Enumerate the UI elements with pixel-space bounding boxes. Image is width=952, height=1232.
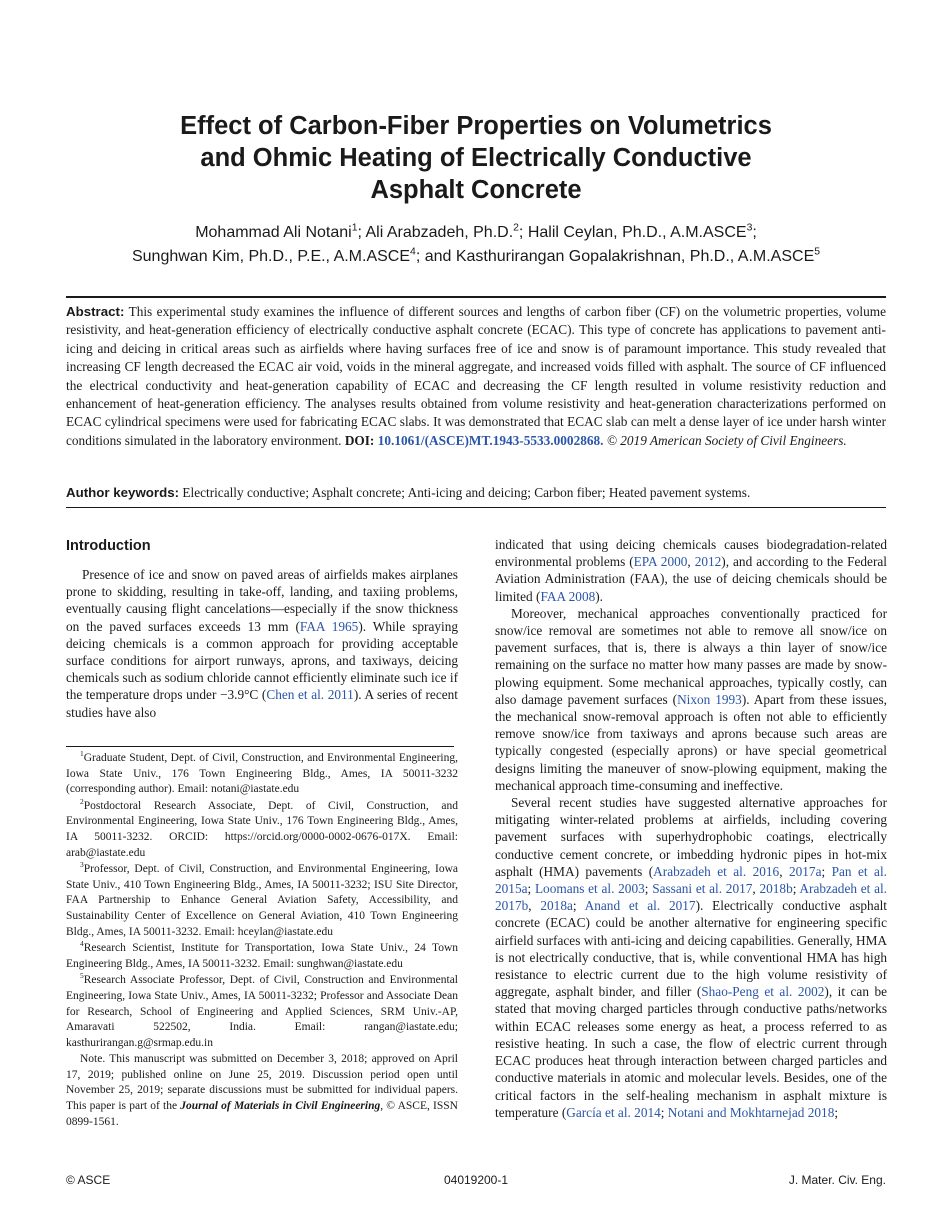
journal-name: Journal of Materials in Civil Engineering bbox=[180, 1100, 381, 1113]
doi-label: DOI: bbox=[344, 432, 375, 448]
abstract-text: This experimental study examines the influence of different sources and lengths of carbon fiber (CF) on the volumetric properties, volume resistivity, and heat-generation efficiency of electrically conductive asphalt concrete (ECAC). This type of concrete has applications to pavement anti-icing and deicing in critical areas such as airfields where having surfaces free of ice and snow is of paramount importance. This study revealed that increasing CF length decreased the ECAC air void, voids in the mineral aggregate, and increased voids filled with asphalt. The source of CF influenced the electrical conductivity and heat-generation capability of ECAC and decreasing the CF length resulted in volume resistivity reduction and enhancement of heat-generation efficiency. The analyses results obtained from volume resistivity and heat-generation characterizations performed on ECAC cylindrical specimens were used for fabricating ECAC slabs. It was demonstrated that ECAC slab can melt a dense layer of ice under harsh winter conditions simulated in the laboratory environment. bbox=[66, 304, 886, 448]
author-list bbox=[66, 221, 886, 269]
section-heading: Introduction bbox=[66, 538, 151, 554]
citation-link[interactable]: 2012 bbox=[694, 554, 722, 570]
author-affiliation-mark: 4 bbox=[410, 246, 416, 258]
footer-publisher: © ASCE bbox=[66, 1173, 111, 1187]
paper-title bbox=[66, 110, 886, 206]
citation-link[interactable]: Nixon 1993 bbox=[677, 691, 742, 707]
citation-link[interactable]: Loomans et al. 2003 bbox=[534, 881, 645, 897]
citation-link[interactable]: 2018b bbox=[759, 881, 793, 897]
citation-link[interactable]: Notani and Mokhtarnejad 2018 bbox=[667, 1104, 835, 1120]
title-line: Asphalt Concrete bbox=[370, 176, 582, 204]
citation-link[interactable]: Anand et al. 2017 bbox=[584, 898, 696, 914]
author-keywords bbox=[66, 484, 886, 502]
footnote: $^5$Research Associate Professor, Dept. of Civil, Construction and Environmental Engineering, Iowa State Univ., Ames, IA 50011-3232; Professor and Associate Dean for Research, School of Engineering and Applied Sciences, SRM Univ.-AP, Amaravati 522502, India. Email: rangan@iastate.edu; kasthurirangan.g@srmap.edu.in bbox=[66, 971, 458, 1049]
citation-link[interactable]: 2017a bbox=[788, 863, 822, 879]
abstract-top-rule bbox=[66, 296, 886, 298]
keywords-bottom-rule bbox=[66, 507, 886, 508]
author-name: Ali Arabzadeh, Ph.D. bbox=[365, 224, 514, 241]
footer-article-number: 04019200-1 bbox=[443, 1173, 509, 1187]
citation-link[interactable]: FAA 1965 bbox=[299, 618, 359, 634]
author-affiliation-mark: 1 bbox=[351, 222, 358, 234]
citation-link[interactable]: García et al. 2014 bbox=[566, 1104, 661, 1120]
citation-link[interactable]: Arabzadeh et al. 2016 bbox=[653, 863, 780, 879]
right-column bbox=[495, 536, 887, 1121]
paragraph: indicated that using deicing chemicals causes biodegradation-related environmental problems (EPA 2000, 2012), and according to the Federal Aviation Administration (FAA), the use of deicing chemicals should be limited (FAA 2008). bbox=[495, 537, 887, 604]
citation-link[interactable]: Pan et al. 2015a bbox=[495, 863, 887, 897]
author-name: Kasthurirangan Gopalakrishnan, Ph.D., A.M.ASCE bbox=[455, 248, 815, 265]
title-line: and Ohmic Heating of Electrically Conductive bbox=[200, 144, 752, 172]
citation-link[interactable]: Sassani et al. 2017 bbox=[652, 881, 753, 897]
author-line: Sunghwan Kim, Ph.D., P.E., A.M.ASCE$^4$; and Kasthurirangan Gopalakrishnan, Ph.D., A.M.ASCE$^5$ bbox=[131, 246, 821, 265]
author-name: Halil Ceylan, Ph.D., A.M.ASCE bbox=[527, 224, 747, 241]
citation-link[interactable]: 2018a bbox=[540, 898, 573, 914]
author-affiliation-mark: 5 bbox=[814, 246, 821, 258]
paragraph: Several recent studies have suggested alternative approaches for mitigating winter-related problems at airfields, including covering pavement surfaces with superhydrophobic coatings, electrically conductive cement concrete, or imbedding hydronic pipes in hot-mix asphalt (HMA) pavements (Arabzadeh et al. 2016, 2017a; Pan et al. 2015a; Loomans et al. 2003; Sassani et al. 2017, 2018b; Arabzadeh et al. 2017b, 2018a; Anand et al. 2017). Electrically conductive asphalt concrete (ECAC) could be another alternative for engineering specific airfield surfaces with anti-icing and deicing capabilities. Generally, HMA is not electrically conductive, that is, while conventional HMA has high resistance to electric current due to the high volume resistivity of aggregate, asphalt binder, and filler (Shao-Peng et al. 2002), it can be stated that moving charged particles through conductive paths/networks within ECAC releases some energy as heat, a process referred to as resistive heating. In such a case, the flow of electric current through ECAC produces heat through interaction between charged particles and conductive materials in atomic and molecular levels. Besides, one of the critical factors in the self-healing mechanism in asphalt mixture is temperature (García et al. 2014; Notani and Mokhtarnejad 2018; bbox=[495, 795, 887, 1120]
author-affiliation-mark: 3 bbox=[746, 222, 753, 234]
author-affiliation-mark: 2 bbox=[513, 222, 519, 234]
author-name: Sunghwan Kim, Ph.D., P.E., A.M.ASCE bbox=[131, 248, 411, 265]
left-column bbox=[66, 536, 458, 721]
citation-link[interactable]: Arabzadeh et al. 2017b bbox=[495, 881, 887, 914]
paragraph: Presence of ice and snow on paved areas of airfields makes airplanes prone to skidding, resulting in take-off, landing, and taxiing problems, eventually causing flight cancelations—especially if the snow thickness on the paved surfaces exceeds 13 mm (FAA 1965). While spraying deicing chemicals is a common approach for providing acceptable surface conditions for airport runways, aprons, and taxiways, deicing chemicals such as sodium chloride cannot efficiently eliminate such ice if the temperature drops under −3.9°C (Chen et al. 2011). A series of recent studies have also bbox=[66, 567, 458, 720]
citation-link[interactable]: EPA 2000 bbox=[633, 554, 688, 570]
citation-link[interactable]: Shao-Peng et al. 2002 bbox=[701, 984, 825, 1000]
submission-note: Note. This manuscript was submitted on December 3, 2018; approved on April 17, 2019; published online on June 25, 2019. Discussion period open until November 25, 2019; separate discussions must be submitted for individual papers. This paper is part of the Journal of Materials in Civil Engineering, © ASCE, ISSN 0899-1561. bbox=[66, 1053, 458, 1128]
citation-link[interactable]: Chen et al. 2011 bbox=[266, 687, 354, 703]
doi-link[interactable]: 10.1061/(ASCE)MT.1943-5533.0002868. bbox=[377, 432, 604, 448]
footnote-rule bbox=[66, 746, 454, 747]
author-name: Mohammad Ali Notani bbox=[195, 224, 352, 241]
abstract-label: Abstract: bbox=[66, 304, 125, 319]
keywords-text: Electrically conductive; Asphalt concrete; Anti-icing and deicing; Carbon fiber; Heated pavement systems. bbox=[182, 485, 751, 500]
footnote: $^4$Research Scientist, Institute for Transportation, Iowa State Univ., 24 Town Engineering Bldg., Ames, IA 50011-3232. Email: sunghwan@iastate.edu bbox=[66, 939, 458, 970]
author-line: Mohammad Ali Notani$^1$; Ali Arabzadeh, Ph.D.$^2$; Halil Ceylan, Ph.D., A.M.ASCE$^3$; bbox=[195, 222, 757, 241]
footnote: $^1$Graduate Student, Dept. of Civil, Construction, and Environmental Engineering, Iowa State Univ., 176 Town Engineering Bldg., Ames, IA 50011-3232 (corresponding author). Email: notani@iastate.edu bbox=[66, 749, 458, 796]
abstract bbox=[66, 303, 886, 450]
footnotes bbox=[66, 751, 458, 1131]
paragraph: Moreover, mechanical approaches conventionally practiced for snow/ice removal are sometimes not able to remove all snow/ice on pavement surfaces, that is, there is always a thin layer of snow/ice remaining on the surface no matter how many passes are made by snow-plowing equipment. Some mechanical approaches, typically costly, can also damage pavement surfaces (Nixon 1993). Apart from these issues, the mechanical snow-removal approach is often not able to efficiently remove snow/ice from taxiways and aprons because such areas are typically congested (especially aprons) or have special geometrical designs limiting the maneuver of snow-plowing equipment, making the mechanical approach time-consuming and ineffective. bbox=[495, 605, 887, 793]
citation-link[interactable]: FAA 2008 bbox=[540, 588, 596, 604]
footnote: $^3$Professor, Dept. of Civil, Construction, and Environmental Engineering, Iowa State Univ., 410 Town Engineering Bldg., Ames, IA 50011-3232; ISU Site Director, FAA Partnership to Enhance General Aviation Safety, Accessibility, and Sustainability Center of Excellence on General Aviation, 410 Town Engineering Bldg., Ames, IA 50011-3232. Email: hceylan@iastate.edu bbox=[66, 860, 458, 938]
footer-journal-abbrev: J. Mater. Civ. Eng. bbox=[788, 1173, 886, 1187]
title-line: Effect of Carbon-Fiber Properties on Volumetrics bbox=[180, 112, 772, 140]
footnote: $^2$Postdoctoral Research Associate, Dept. of Civil, Construction, and Environmental Engineering, Iowa State Univ., 176 Town Engineering Bldg., Ames, IA 50011-3232. ORCID: https://orcid.org/0000-0002-0676-017X. Email: arab@iastate.edu bbox=[66, 796, 458, 859]
copyright-notice: © 2019 American Society of Civil Engineers. bbox=[606, 432, 847, 448]
keywords-label: Author keywords: bbox=[66, 485, 180, 500]
